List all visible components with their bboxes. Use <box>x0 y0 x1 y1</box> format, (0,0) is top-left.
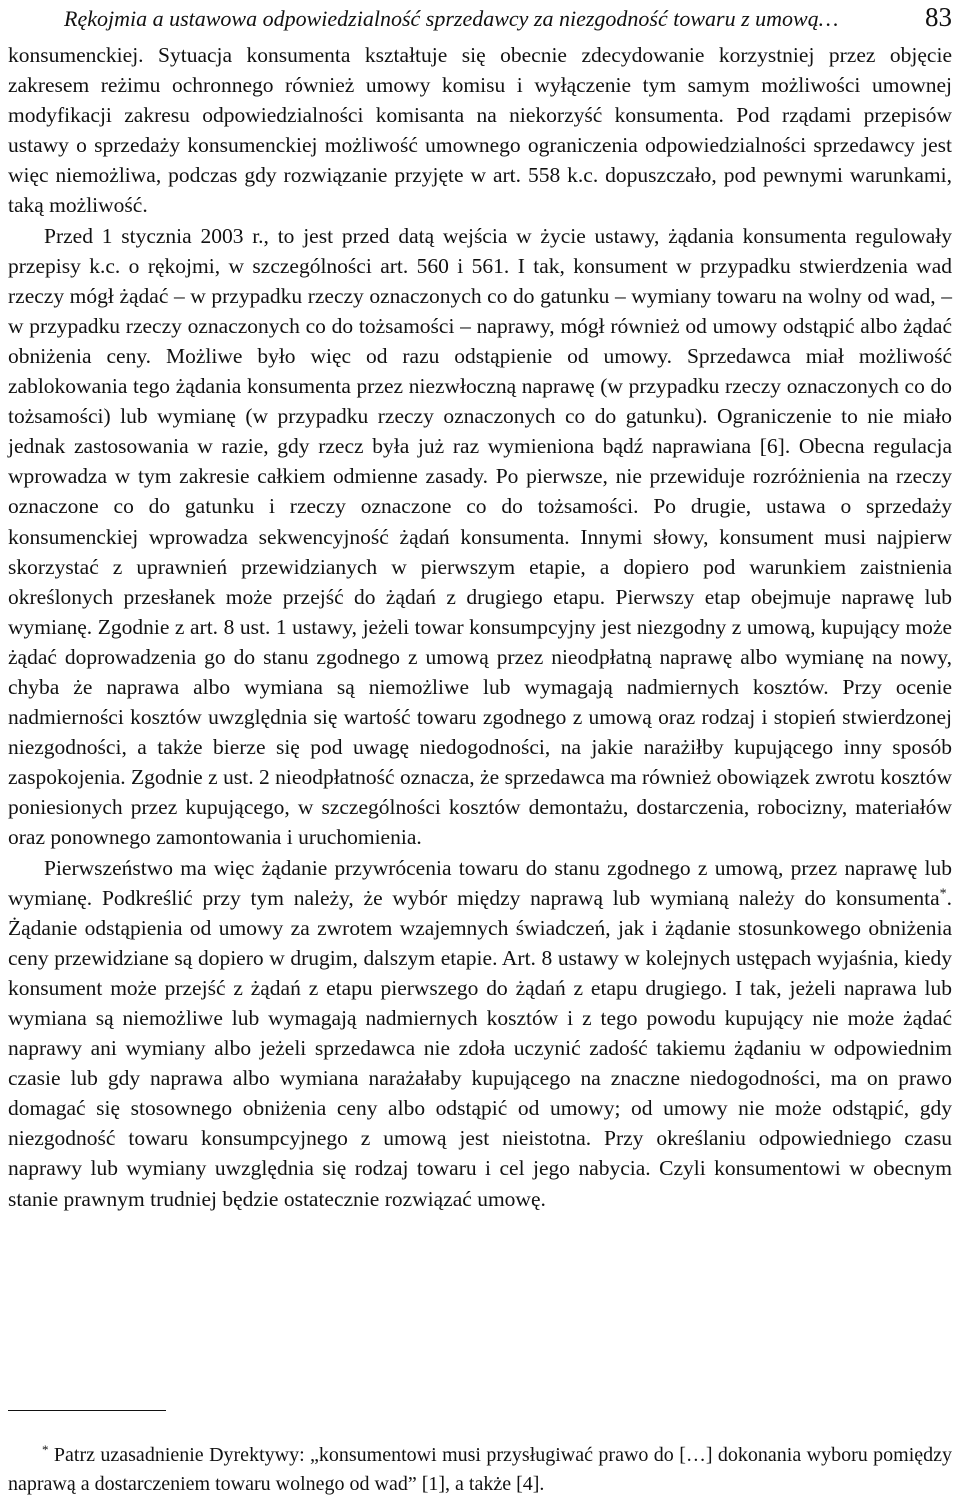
footnote-text: Patrz uzasadnienie Dyrektywy: „konsumentowi musi przysługiwać prawo do […] dokonania wyboru pomiędzy naprawą a dostarczeniem towaru wolnego od wad” [1], a także [4]. <box>8 1444 952 1495</box>
paragraph-3-text-before-note: Pierwszeństwo ma więc żądanie przywrócenia towaru do stanu zgodnego z umową, przez naprawę lub wymianę. Podkreślić przy tym należy, że wybór między naprawą lub wymianą należy do konsumenta <box>8 855 952 910</box>
footnote-separator <box>8 1410 166 1411</box>
paragraph-2: Przed 1 stycznia 2003 r., to jest przed datą wejścia w życie ustawy, żądania konsumenta regulowały przepisy k.c. o rękojmi, w szczególności art. 560 i 561. I tak, konsument w przypadku stwierdzenia wad rzeczy mógł żądać – w przypadku rzeczy oznaczonych co do gatunku – wymiany towaru na wolny od wad, – w przypadku rzeczy oznaczonych co do tożsamości – naprawy, mógł również od umowy odstąpić albo żądać obniżenia ceny. Możliwe było więc od razu odstąpienie od umowy. Sprzedawca miał możliwość zablokowania tego żądania konsumenta przez niezwłoczną naprawę (w przypadku rzeczy oznaczonych co do tożsamości) lub wymianę (w przypadku rzeczy oznaczonych co do gatunku). Ograniczenie to nie miało jednak zastosowania w razie, gdy rzecz była już raz wymieniona bądź naprawiana [6]. Obecna regulacja wprowadza w tym zakresie całkiem odmienne zasady. Po pierwsze, nie przewiduje rozróżnienia na rzeczy oznaczone co do gatunku i rzeczy oznaczone co do tożsamości. Po drugie, ustawa o sprzedaży konsumenckiej wprowadza sekwencyjność żądań konsumenta. Innymi słowy, konsument musi najpierw skorzystać z uprawnień przewidzianych w pierwszym etapie, a dopiero pod warunkiem zaistnienia określonych przesłanek może przejść do żądań z drugiego etapu. Pierwszy etap obejmuje naprawę lub wymianę. Zgodnie z art. 8 ust. 1 ustawy, jeżeli towar konsumpcyjny jest niezgodny z umową, kupujący może żądać doprowadzenia go do stanu zgodnego z umową przez nieodpłatną naprawę albo wymianę na nowy, chyba że naprawa albo wymiana są niemożliwe lub wymagają nadmiernych kosztów. Przy ocenie nadmierności kosztów uwzględnia się wartość towaru zgodnego z umową oraz rodzaj i stopień stwierdzonej niezgodności, a także bierze się pod uwagę niedogodności, na jakie narażiłby kupującego inny sposób zaspokojenia. Zgodnie z ust. 2 nieodpłatność oznacza, że sprzedawca ma również obowiązek zwrotu kosztów poniesionych przez kupującego, w szczególności kosztów demontażu, dostarczenia, robocizny, materiałów oraz ponownego zamontowania i uruchomienia. <box>8 223 952 850</box>
running-title: Rękojmia a ustawowa odpowiedzialność sprzedawcy za niezgodność towaru z umową… <box>64 6 839 31</box>
running-header <box>8 0 952 40</box>
page-number: 83 <box>925 2 952 32</box>
paragraph-1: konsumenckiej. Sytuacja konsumenta kształtuje się obecnie zdecydowanie korzystniej przez objęcie zakresem reżimu ochronnego również umowy komisu i wyłączenie tym samym możliwości umownej modyfikacji zakresu odpowiedzialności komisanta na niekorzyść konsumenta. Pod rządami przepisów ustawy o sprzedaży konsumenckiej możliwość umownego ograniczenia odpowiedzialności sprzedawcy jest więc niemożliwa, podczas gdy rozwiązanie przyjęte w art. 558 k.c. dopuszczało, pod pewnymi warunkami, taką możliwość. <box>8 43 952 218</box>
footnote-mark: * <box>42 1441 49 1457</box>
paragraph-3 <box>8 853 952 1214</box>
footnote-reference: * <box>939 885 947 901</box>
footnote <box>8 1441 952 1499</box>
main-text <box>8 40 952 1214</box>
paragraph-3-text-after-note: . Żądanie odstąpienia od umowy za zwrotem wzajemnych świadczeń, jak i żądanie stosunkowego obniżenia ceny przewidziane są dopiero w drugim, dalszym etapie. Art. 8 ustawy w kolejnych ustępach wyjaśnia, kiedy konsument może przejść z żądań z etapu pierwszego do żądań z etapu drugiego. I tak, jeżeli naprawa lub wymiana są niemożliwe lub wymagają nadmiernych kosztów i z tego powodu kupujący nie może żądać naprawy ani wymiany albo jeżeli sprzedawca nie zdoła uczynić zadość takiemu żądaniu w odpowiednim czasie lub gdy naprawa albo wymiana narażałaby kupującego na znaczne niedogodności, ma on prawo domagać się stosownego obniżenia ceny albo odstąpić od umowy; od umowy nie może odstąpić, gdy niezgodność towaru konsumpcyjnego z umową jest nieistotna. Przy określaniu odpowiedniego czasu naprawy lub wymiany uwzględnia się rodzaj towaru i cel jego nabycia. Czyli konsumentowi w obecnym stanie prawnym trudniej będzie ostatecznie rozwiązać umowę. <box>8 885 952 1211</box>
